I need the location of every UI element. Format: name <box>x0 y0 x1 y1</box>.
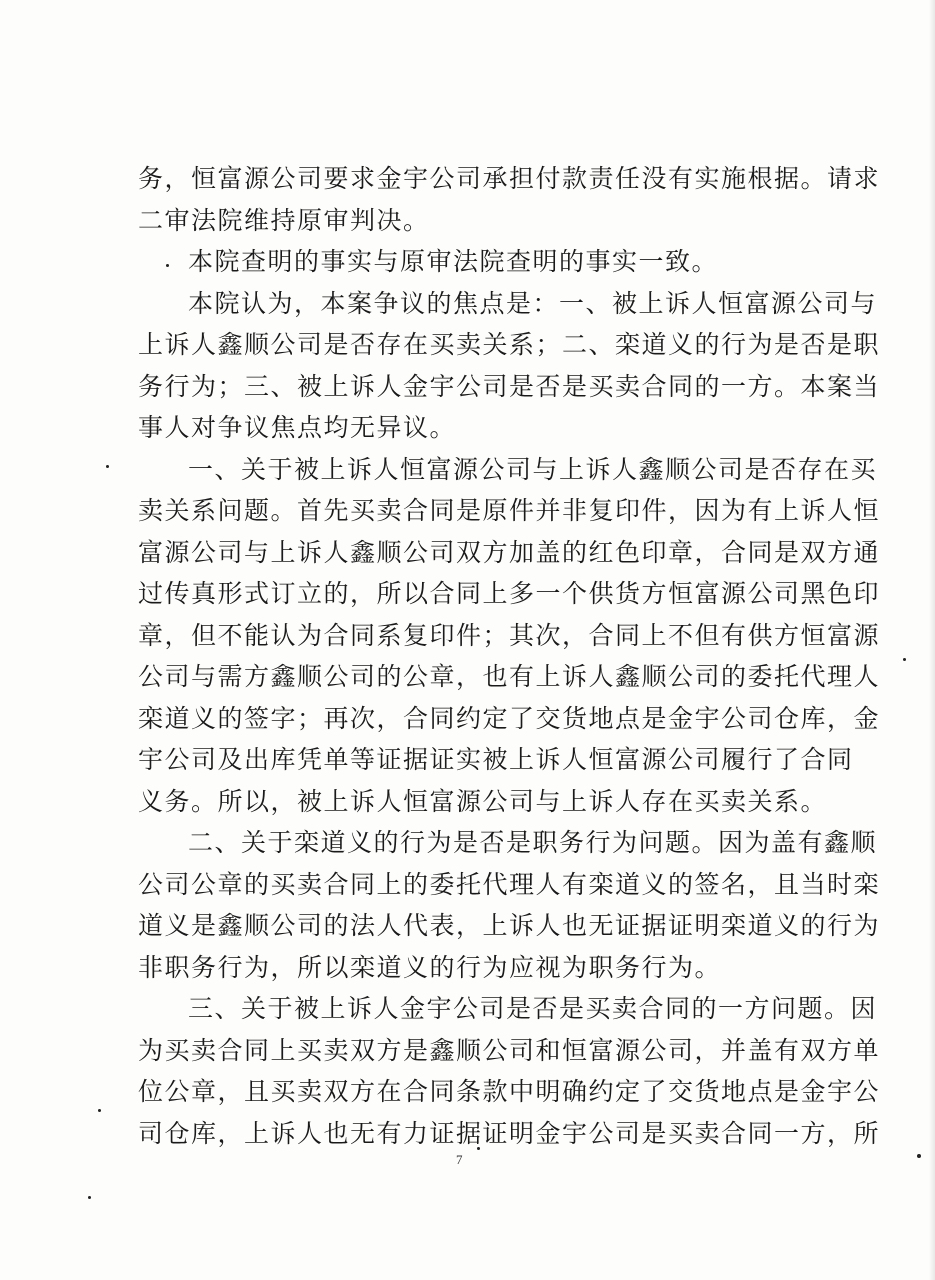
page-number: 7 <box>456 1152 463 1167</box>
scan-edge-shadow <box>929 0 935 1280</box>
scan-speck <box>166 264 169 267</box>
scan-speck <box>88 1196 91 1199</box>
scan-speck <box>98 1109 101 1112</box>
scan-speck <box>903 658 906 661</box>
body-line: 过传真形式订立的，所以合同上多一个供货方恒富源公司黑色印 <box>138 579 881 608</box>
body-line: 道义是鑫顺公司的法人代表，上诉人也无证据证明栾道义的行为 <box>138 911 881 940</box>
body-line: 富源公司与上诉人鑫顺公司双方加盖的红色印章，合同是双方通 <box>138 537 881 567</box>
body-line: 位公章，且买卖双方在合同条款中明确约定了交货地点是金宇公 <box>138 1077 881 1106</box>
body-line: 三、关于被上诉人金宇公司是否是买卖合同的一方问题。因 <box>188 994 878 1023</box>
body-line: 栾道义的签字；再次，合同约定了交货地点是金宇公司仓库，金 <box>138 703 881 733</box>
body-line: 公司与需方鑫顺公司的公章，也有上诉人鑫顺公司的委托代理人 <box>138 662 881 691</box>
body-line: 宇公司及出库凭单等证据证实被上诉人恒富源公司履行了合同 <box>138 745 854 774</box>
body-line: 卖关系问题。首先买卖合同是原件并非复印件，因为有上诉人恒 <box>138 496 881 525</box>
body-line: 一、关于被上诉人恒富源公司与上诉人鑫顺公司是否存在买 <box>188 454 878 484</box>
scan-speck <box>106 465 109 468</box>
body-line: 非职务行为，所以栾道义的行为应视为职务行为。 <box>138 952 722 982</box>
scan-speck <box>917 1154 921 1158</box>
body-line: 二审法院维持原审判决。 <box>138 205 430 235</box>
scan-speck <box>477 1147 480 1150</box>
document-body <box>138 158 881 1154</box>
body-line: 上诉人鑫顺公司是否存在买卖关系；二、栾道义的行为是否是职 <box>138 330 881 359</box>
body-line: 务，恒富源公司要求金宇公司承担付款责任没有实施根据。请求 <box>138 164 881 193</box>
body-line: 务行为；三、被上诉人金宇公司是否是买卖合同的一方。本案当 <box>138 371 881 401</box>
body-line: 公司公章的买卖合同上的委托代理人有栾道义的签名，且当时栾 <box>138 869 881 899</box>
body-line: 章，但不能认为合同系复印件；其次，合同上不但有供方恒富源 <box>138 620 881 650</box>
body-line: 司仓库，上诉人也无有力证据证明金宇公司是买卖合同一方，所 <box>138 1118 881 1148</box>
body-line: 事人对争议焦点均无异议。 <box>138 413 457 442</box>
body-line: 为买卖合同上买卖双方是鑫顺公司和恒富源公司，并盖有双方单 <box>138 1035 881 1065</box>
body-line: 本院查明的事实与原审法院查明的事实一致。 <box>188 247 719 276</box>
body-line: 二、关于栾道义的行为是否是职务行为问题。因为盖有鑫顺 <box>188 828 878 857</box>
body-line: 义务。所以，被上诉人恒富源公司与上诉人存在买卖关系。 <box>138 786 828 816</box>
body-line: 本院认为，本案争议的焦点是：一、被上诉人恒富源公司与 <box>188 288 878 318</box>
